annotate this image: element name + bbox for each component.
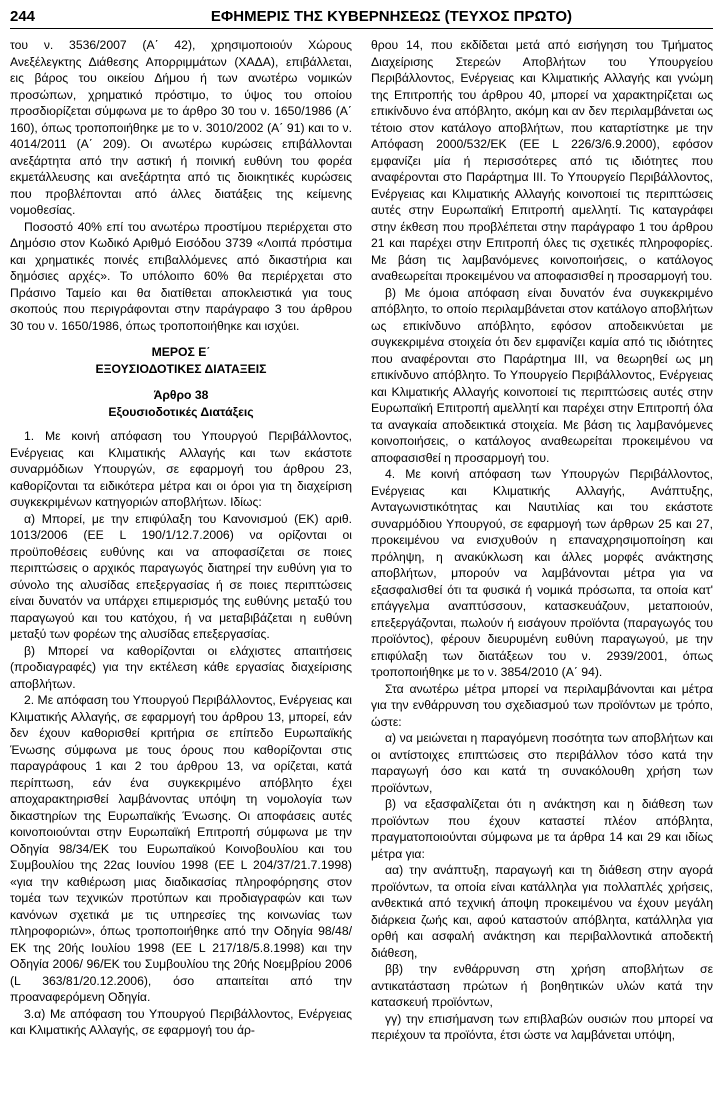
paragraph: ββ) την ενθάρρυνση στη χρήση αποβλήτων σε αντικατάσταση πρώτων ή βοηθητικών υλών κατά την κατασκευή προϊόντων,: [371, 962, 713, 1009]
paragraph: του ν. 3536/2007 (Α΄ 42), χρησιμοποιούν Χώρους Ανεξέλεγκτης Διάθεσης Απορριμμάτων (ΧΑΔΑ), επιβάλλεται, εις βάρος του οικείου Δήμου ή των ανωτέρω νομικών προσώπων, χρηματικό πρόστιμο, το ύψος του οποίου προσδιορίζεται σύμφωνα με το άρθρο 30 του ν. 1650/1986 (Α΄ 160), όπως τροποποιήθηκε με το ν. 3010/2002 (Α΄ 91) και το ν. 4014/2011 (Α΄ 209). Οι ανωτέρω κυρώσεις επιβάλλονται ανεξάρτητα από την αστική ή ποινική ευθύνη του φορέα εκμετάλλευσης και ανεξάρτητα από τις διοικητικές κυρώσεις που προβλέπονται από άλλες διατάξεις της κείμενης νομοθεσίας.: [10, 38, 352, 217]
article-title: Άρθρο 38: [153, 388, 209, 402]
paragraph: α) Μπορεί, με την επιφύλαξη του Κανονισμού (ΕΚ) αριθ. 1013/2006 (ΕΕ L 190/1/12.7.2006) να ορίζονται οι προϋποθέσεις ευθύνης και να αποφασίζεται σε ποιες περιπτώσεις ο αρχικός παραγωγός διατηρεί την ευθύνη για το σύνολο της αλυσίδας επεξεργασίας ή σε ποιες περιπτώσεις είναι δυνατόν να υπάρχει επιμερισμός της ευθύνης μεταξύ του παραγωγού και του κατόχου, ή να μεταβιβάζεται η ευθύνη μεταξύ των φορέων της αλυσίδας επεξεργασίας.: [10, 511, 352, 641]
paragraph: β) Μπορεί να καθορίζονται οι ελάχιστες απαιτήσεις (προδιαγραφές) για την εκτέλεση κάθε εργασίας διαχείρισης αποβλήτων.: [10, 643, 352, 691]
paragraph: θρου 14, που εκδίδεται μετά από εισήγηση του Τμήματος Διαχείρισης Στερεών Αποβλήτων του Υπουργείου Περιβάλλοντος, Ενέργειας και Κλιματικής Αλλαγής και γνώμη της Επιτροπής του άρθρου 40, μπορεί να χαρακτηρίζεται ως επικίνδυνο ένα απόβλητο, ακόμη και αν δεν περιλαμβάνεται ως τέτοιο στον κατάλογο αποβλήτων, που καταρτίστηκε με την Απόφαση 2000/532/ΕΚ (ΕΕ L 226/3/6.9.2000), εφόσον εμφανίζει μία ή περισσότερες από τις ιδιότητες που αναφέρονται στο Παράρτημα ΙΙΙ. Το Υπουργείο Περιβάλλοντος, Ενέργειας και Κλιματικής Αλλαγής κοινοποιεί τις περιπτώσεις αυτές στην Ευρωπαϊκή Επιτροπή αμελλητί. Τις καταγράφει στην έκθεση που προβλέπεται στην παράγραφο 1 του άρθρου 21 και παρέχει στην Επιτροπή όλες τις σχετικές πληροφορίες. Με βάση τις λαμβανόμενες κοινοποιήσεις, ο κατάλογος αναθεωρείται προκειμένου να αποφασισθεί η προσαρμογή του.: [371, 38, 713, 283]
paragraph: γγ) την επισήμανση των επιβλαβών ουσιών που μπορεί να περιέχουν τα προϊόντα, έτσι ώστε να λαμβάνεται υπόψη,: [371, 1011, 713, 1042]
paragraph: Στα ανωτέρω μέτρα μπορεί να περιλαμβάνονται και μέτρα για την ενθάρρυνση του σχεδιασμού των προϊόντων με τρόπο, ώστε:: [371, 681, 713, 729]
page-number: 244: [10, 8, 36, 25]
section-subtitle: ΕΞΟΥΣΙΟΔΟΤΙΚΕΣ ΔΙΑΤΑΞΕΙΣ: [95, 361, 267, 376]
paragraph: 1. Με κοινή απόφαση του Υπουργού Περιβάλλοντος, Ενέργειας και Κλιματικής Αλλαγής και των εκάστοτε συναρμόδιων Υπουργών, σε εφαρμογή του άρθρου 23, καθορίζονται τα ειδικότερα μέτρα και οι όροι για τη διαχείριση συγκεκριμένων κατηγοριών αποβλήτων. Ιδίως:: [10, 429, 352, 509]
paragraph: Ποσοστό 40% επί του ανωτέρω προστίμου περιέρχεται στο Δημόσιο στον Κωδικό Αριθμό Εισόδου 3739 «Λοιπά πρόστιμα και χρηματικές ποινές επιβαλλόμενες από δικαστήρια και δημόσιες αρχές». Το υπόλοιπο 60% θα περιέρχεται στο Πράσινο Ταμείο και θα διατίθεται αποκλειστικά για τους σκοπούς που περιγράφονται στην παράγραφο 3 του άρθρου 30 του ν. 1650/1986, όπως τροποποιήθηκε και ισχύει.: [10, 219, 352, 333]
paragraph: αα) την ανάπτυξη, παραγωγή και τη διάθεση στην αγορά προϊόντων, τα οποία είναι κατάλληλα για πολλαπλές χρήσεις, ανθεκτικά από τεχνική άποψη προκειμένου να έχουν μεγάλη διάρκεια ζωής και, αφού καταστούν απόβλητα, κατάλληλα για ορθή και ασφαλή ανάκτηση και περιβαλλοντικά αποδεκτή διάθεση,: [371, 863, 713, 960]
paragraph: α) να μειώνεται η παραγόμενη ποσότητα των αποβλήτων και οι αντίστοιχες επιπτώσεις στο περιβάλλον τόσο κατά την παραγωγή όσο και κατά τη συνακόλουθη χρήση των προϊόντων,: [371, 731, 713, 795]
paragraph: 3.α) Με απόφαση του Υπουργού Περιβάλλοντος, Ενέργειας και Κλιματικής Αλλαγής, σε εφαρμογή του άρ-: [10, 1006, 352, 1037]
right-column: [371, 37, 713, 1044]
page-header: [10, 8, 713, 28]
paragraph: 4. Με κοινή απόφαση των Υπουργών Περιβάλλοντος, Ενέργειας και Κλιματικής Αλλαγής, Ανάπτυξης, Ανταγωνιστικότητας και Ναυτιλίας και του εκάστοτε συναρμόδιου Υπουργού, σε εφαρμογή των άρθρων 25 και 27, προκειμένου να ενισχυθούν η επαναχρησιμοποίηση και πρόληψη, η ανακύκλωση και άλλες μορφές ανάκτησης αποβλήτων, μπορούν να λαμβάνονται μέτρα για να εξασφαλισθεί ότι τα φυσικά ή νομικά πρόσωπα, τα οποία κατ' επάγγελμα αναπτύσσουν, κατασκευάζουν, μεταποιούν, επεξεργάζονται, πωλούν ή εισάγουν προϊόντα (παραγωγός του προϊόντος), φέρουν διευρυμένη ευθύνη παραγωγού, με την επιφύλαξη των διατάξεων του ν. 2939/2001, όπως τροποποιήθηκε με το ν. 3854/2010 (Α΄ 94).: [371, 467, 713, 679]
article-subtitle: Εξουσιοδοτικές Διατάξεις: [108, 404, 254, 419]
paragraph: β) Με όμοια απόφαση είναι δυνατόν ένα συγκεκριμένο απόβλητο, το οποίο περιλαμβάνεται στον κατάλογο αποβλήτων ως επικίνδυνο απόβλητο, εφόσον αποδεικνύεται με συγκεκριμένα στοιχεία ότι δεν εμφανίζει καμία από τις ιδιότητες που αναφέρονται στο Παράρτημα ΙΙΙ, να θεωρηθεί ως μη επικίνδυνο απόβλητο. Το Υπουργείο Περιβάλλοντος, Ενέργειας και Κλιματικής Αλλαγής κοινοποιεί τις περιπτώσεις αυτές στην Ευρωπαϊκή Επιτροπή αμελλητί και παρέχει στην Επιτροπή όλα τα αναγκαία αποδεικτικά στοιχεία. Με βάση τις λαμβανόμενες κοινοποιήσεις, ο κατάλογος αναθεωρείται προκειμένου να αποφασισθεί η προσαρμογή του.: [371, 285, 713, 465]
left-column: [10, 37, 352, 1039]
gazette-title: ΕΦΗΜΕΡΙΣ ΤΗΣ ΚΥΒΕΡΝΗΣΕΩΣ (ΤΕΥΧΟΣ ΠΡΩΤΟ): [210, 8, 573, 25]
header-rule: [10, 28, 713, 29]
section-title: ΜΕΡΟΣ Ε΄: [151, 345, 211, 359]
paragraph: 2. Με απόφαση του Υπουργού Περιβάλλοντος, Ενέργειας και Κλιματικής Αλλαγής, σε εφαρμογή του άρθρου 13, μπορεί, εάν δεν έχουν καθορισθεί κριτήρια σε επίπεδο Ευρωπαϊκής Ένωσης σύμφωνα με τους όρους που καθορίζονται στις παραγράφους 1 και 2 του άρθρου 13, να ορίζεται, κατά περίπτωση, εάν ένα συγκεκριμένο απόβλητο έχει αποχαρακτηρισθεί λαμβάνοντας υπόψη τη νομολογία των δικαστηρίων της Ευρωπαϊκής Ένωσης. Οι αποφάσεις αυτές κοινοποιούνται στην Ευρωπαϊκή Επιτροπή σύμφωνα με την Οδηγία 98/34/ΕΚ του Ευρωπαϊκού Κοινοβουλίου και του Συμβουλίου της 22ας Ιουνίου 1998 (ΕΕ L 204/37/21.7.1998) «για την καθιέρωση μιας διαδικασίας πληροφόρησης στον τομέα των τεχνικών προτύπων και προδιαγραφών και των κανόνων σχετικά με τις υπηρεσίες της κοινωνίας των πληροφοριών», όπως τροποποιήθηκε από την Οδηγία 98/48/ΕΚ της 20ής Ιουλίου 1998 (ΕΕ L 217/18/5.8.1998) και την Οδηγία 2006/ 96/ΕΚ του Συμβουλίου της 20ής Νοεμβρίου 2006 (L 363/81/20.12.2006), όσο απαιτείται από την προαναφερόμενη Οδηγία.: [10, 693, 353, 1004]
paragraph: β) να εξασφαλίζεται ότι η ανάκτηση και η διάθεση των προϊόντων που έχουν καταστεί πλέον απόβλητα, πραγματοποιούνται σύμφωνα με τα άρθρα 14 και 29 και ιδίως μέτρα για:: [371, 797, 713, 861]
